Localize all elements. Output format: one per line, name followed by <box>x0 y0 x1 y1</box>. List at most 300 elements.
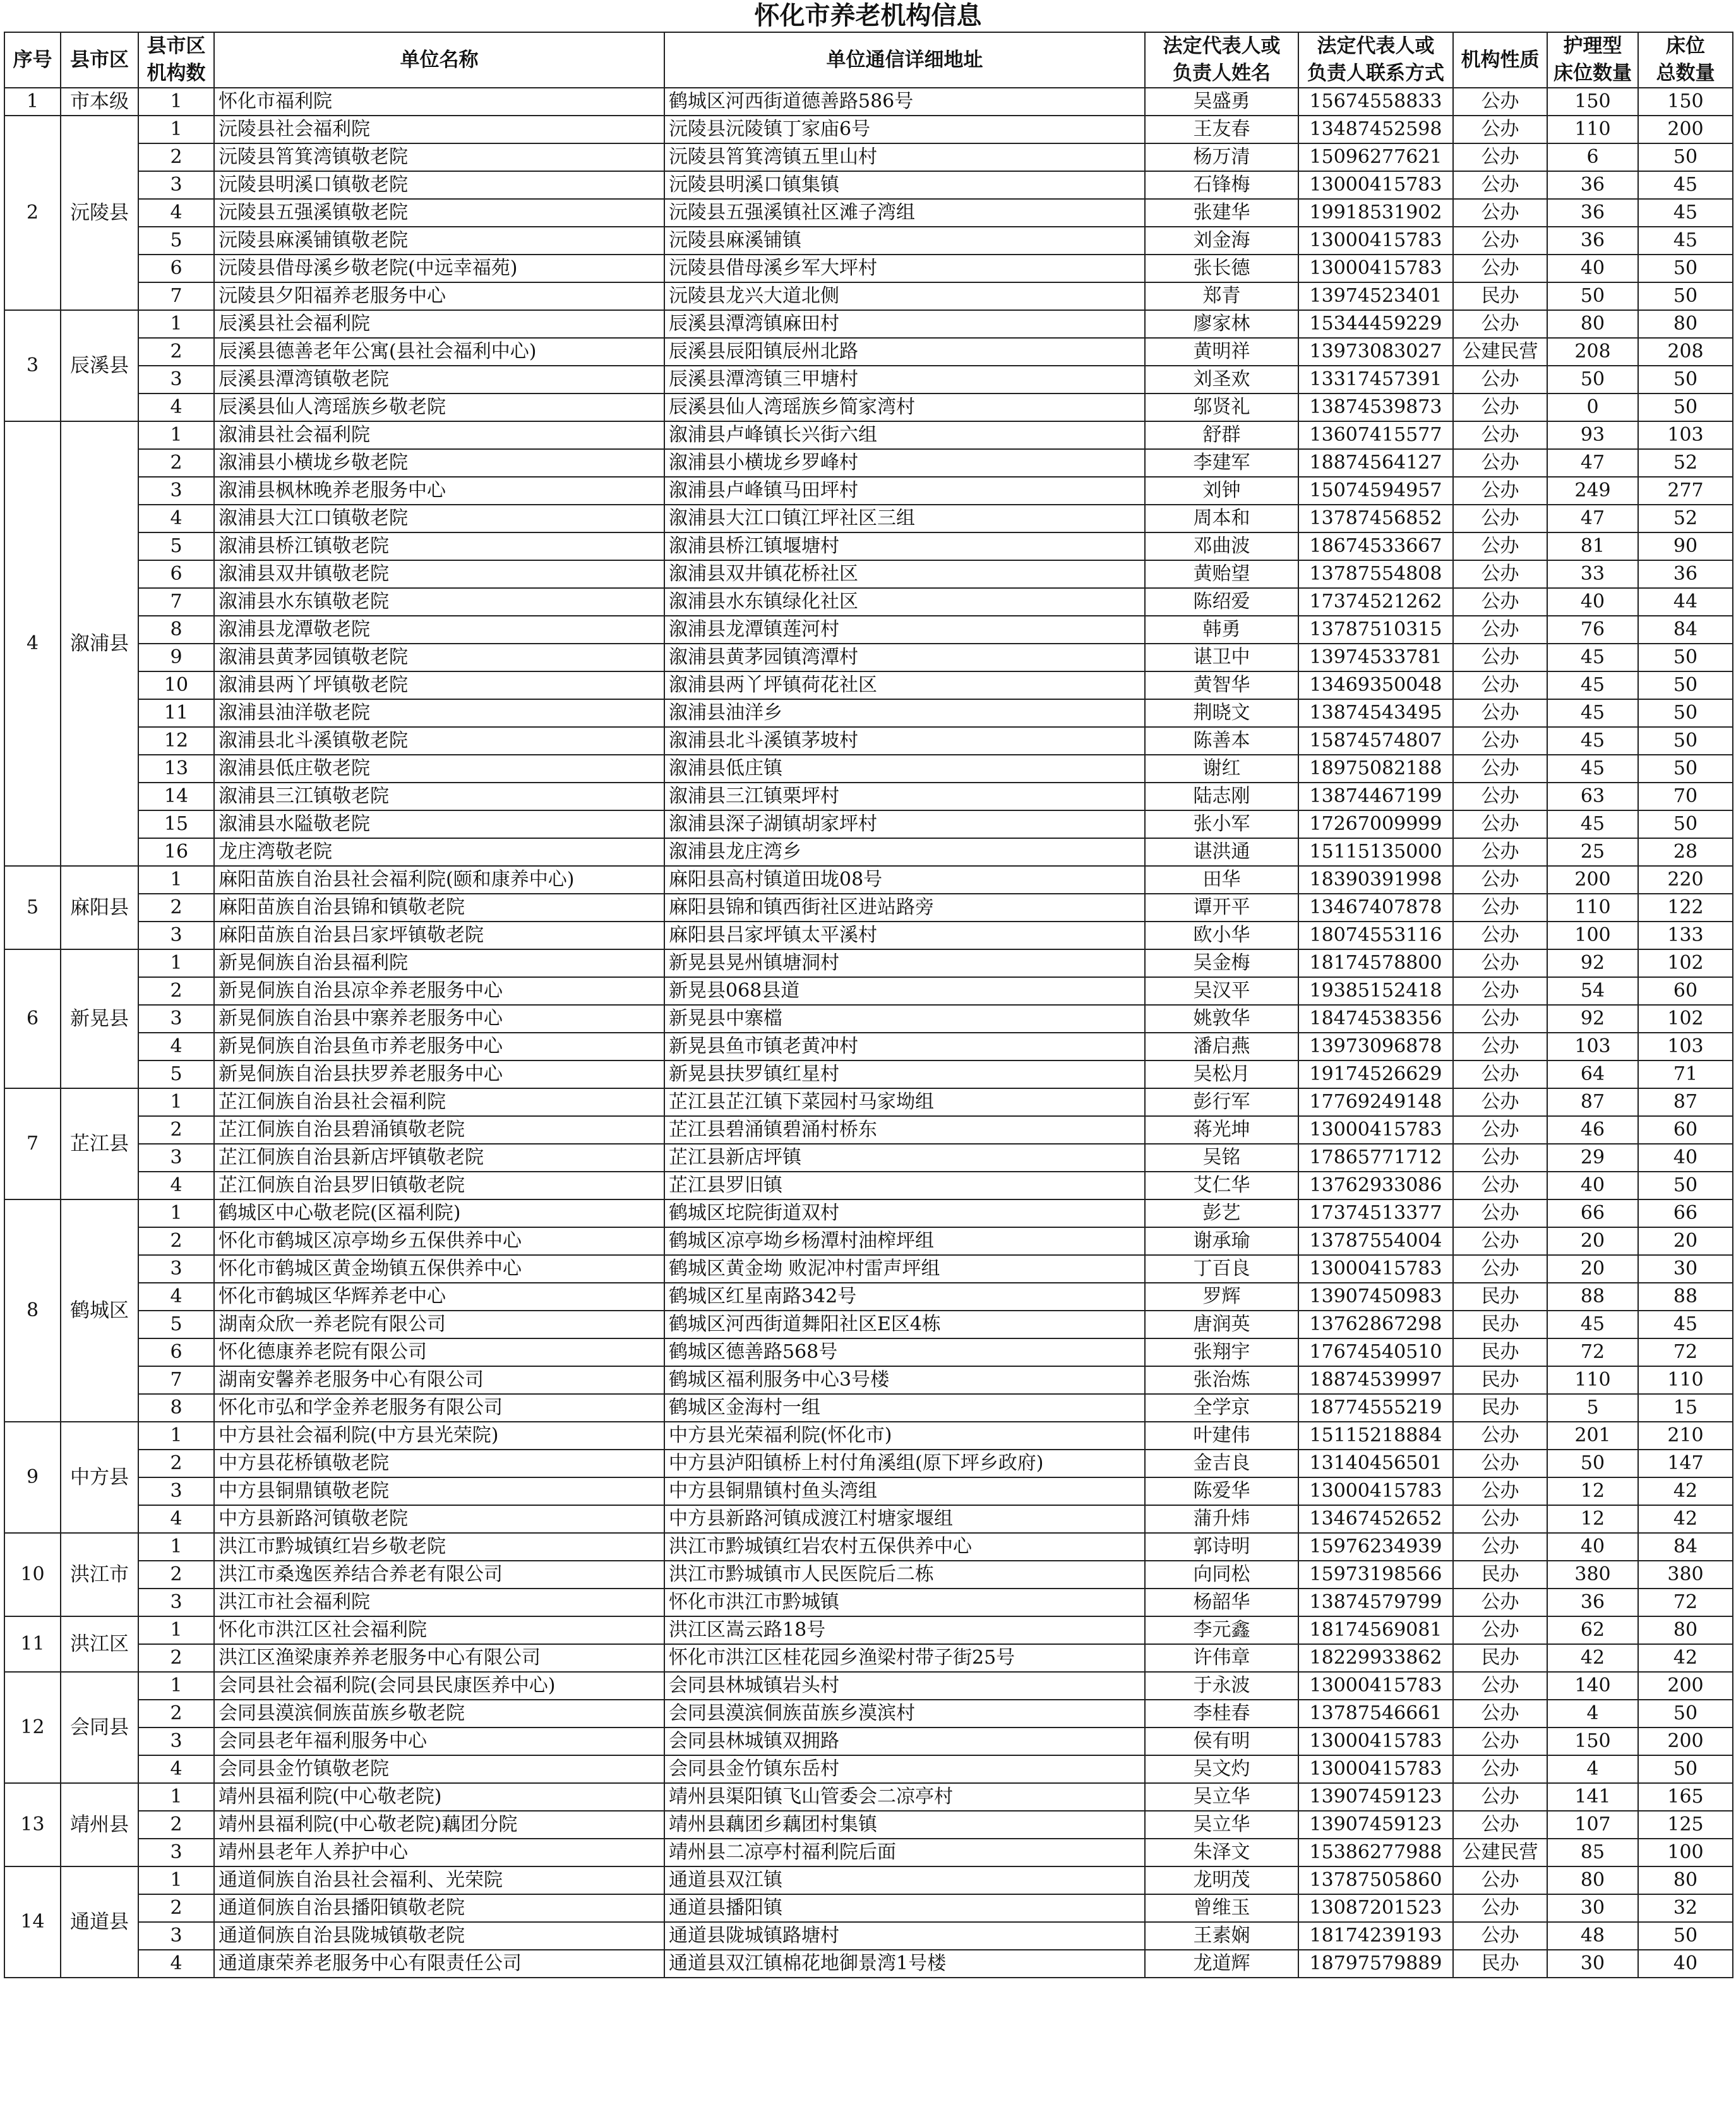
total-cell: 50 <box>1638 671 1733 699</box>
name-cell: 会同县漠滨侗族苗族乡敬老院 <box>214 1700 664 1727</box>
nature-cell: 公办 <box>1453 783 1547 810</box>
total-cell: 20 <box>1638 1227 1733 1255</box>
group-seq-cell: 5 <box>4 866 61 949</box>
total-cell: 90 <box>1638 532 1733 560</box>
name-cell: 怀化市弘和学金养老服务有限公司 <box>214 1394 664 1422</box>
nursing-cell: 80 <box>1547 310 1638 338</box>
table-row <box>4 866 1733 894</box>
nursing-cell: 110 <box>1547 116 1638 143</box>
nursing-cell: 103 <box>1547 1033 1638 1060</box>
idx-cell: 4 <box>138 1950 214 1978</box>
person-cell: 陆志刚 <box>1145 783 1298 810</box>
person-cell: 罗辉 <box>1145 1283 1298 1311</box>
nature-cell: 公办 <box>1453 755 1547 783</box>
table-row <box>4 1505 1733 1533</box>
person-cell: 廖家林 <box>1145 310 1298 338</box>
name-cell: 中方县铜鼎镇敬老院 <box>214 1477 664 1505</box>
table-row <box>4 1533 1733 1561</box>
phone-cell: 13317457391 <box>1298 366 1453 394</box>
idx-cell: 3 <box>138 1144 214 1172</box>
person-cell: 谢红 <box>1145 755 1298 783</box>
person-cell: 周本和 <box>1145 505 1298 532</box>
address-cell: 溆浦县深子湖镇胡家坪村 <box>664 810 1145 838</box>
name-cell: 辰溪县德善老年公寓(县社会福利中心) <box>214 338 664 366</box>
address-cell: 会同县金竹镇东岳村 <box>664 1755 1145 1783</box>
institution-table <box>4 32 1733 1978</box>
total-cell: 88 <box>1638 1283 1733 1311</box>
nature-cell: 民办 <box>1453 1561 1547 1589</box>
total-cell: 45 <box>1638 171 1733 199</box>
idx-cell: 6 <box>138 560 214 588</box>
table-row <box>4 1755 1733 1783</box>
total-cell: 147 <box>1638 1450 1733 1477</box>
idx-cell: 2 <box>138 1450 214 1477</box>
person-cell: 谌洪通 <box>1145 838 1298 866</box>
county-cell: 辰溪县 <box>61 310 138 421</box>
address-cell: 芷江县芷江镇下菜园村马家坳组 <box>664 1088 1145 1116</box>
county-cell: 芷江县 <box>61 1088 138 1199</box>
table-row <box>4 1839 1733 1866</box>
total-cell: 80 <box>1638 1616 1733 1644</box>
table-body <box>4 88 1733 1978</box>
phone-cell: 13874543495 <box>1298 699 1453 727</box>
name-cell: 芷江侗族自治县碧涌镇敬老院 <box>214 1116 664 1144</box>
name-cell: 沅陵县借母溪乡敬老院(中远幸福苑) <box>214 255 664 282</box>
total-cell: 125 <box>1638 1811 1733 1839</box>
table-row <box>4 1366 1733 1394</box>
idx-cell: 1 <box>138 88 214 116</box>
phone-cell: 13973096878 <box>1298 1033 1453 1060</box>
address-cell: 洪江市黔城镇市人民医院后二栋 <box>664 1561 1145 1589</box>
header-nursing: 护理型 床位数量 <box>1547 32 1638 88</box>
address-cell: 辰溪县仙人湾瑶族乡简家湾村 <box>664 394 1145 421</box>
address-cell: 溆浦县龙庄湾乡 <box>664 838 1145 866</box>
table-row <box>4 394 1733 421</box>
table-row <box>4 810 1733 838</box>
nursing-cell: 40 <box>1547 588 1638 616</box>
nursing-cell: 30 <box>1547 1950 1638 1978</box>
header-nature: 机构性质 <box>1453 32 1547 88</box>
idx-cell: 14 <box>138 783 214 810</box>
nature-cell: 公办 <box>1453 1894 1547 1922</box>
group-seq-cell: 8 <box>4 1199 61 1422</box>
address-cell: 鹤城区福利服务中心3号楼 <box>664 1366 1145 1394</box>
table-row <box>4 1616 1733 1644</box>
address-cell: 辰溪县潭湾镇三甲塘村 <box>664 366 1145 394</box>
address-cell: 中方县新路河镇成渡江村塘家堰组 <box>664 1505 1145 1533</box>
person-cell: 艾仁华 <box>1145 1172 1298 1199</box>
total-cell: 208 <box>1638 338 1733 366</box>
name-cell: 溆浦县水东镇敬老院 <box>214 588 664 616</box>
person-cell: 朱泽文 <box>1145 1839 1298 1866</box>
table-row <box>4 1783 1733 1811</box>
total-cell: 50 <box>1638 366 1733 394</box>
idx-cell: 3 <box>138 922 214 949</box>
name-cell: 沅陵县社会福利院 <box>214 116 664 143</box>
address-cell: 沅陵县五强溪镇社区滩子湾组 <box>664 199 1145 227</box>
nature-cell: 公办 <box>1453 1450 1547 1477</box>
group-seq-cell: 10 <box>4 1533 61 1616</box>
name-cell: 溆浦县低庄敬老院 <box>214 755 664 783</box>
table-row <box>4 755 1733 783</box>
idx-cell: 3 <box>138 1255 214 1283</box>
nature-cell: 公办 <box>1453 1727 1547 1755</box>
idx-cell: 6 <box>138 1338 214 1366</box>
name-cell: 中方县社会福利院(中方县光荣院) <box>214 1422 664 1450</box>
idx-cell: 2 <box>138 1894 214 1922</box>
group-seq-cell: 13 <box>4 1783 61 1866</box>
total-cell: 52 <box>1638 505 1733 532</box>
phone-cell: 17769249148 <box>1298 1088 1453 1116</box>
total-cell: 110 <box>1638 1366 1733 1394</box>
nature-cell: 公办 <box>1453 810 1547 838</box>
table-row <box>4 1561 1733 1589</box>
nursing-cell: 110 <box>1547 1366 1638 1394</box>
name-cell: 洪江区渔梁康养养老服务中心有限公司 <box>214 1644 664 1672</box>
total-cell: 45 <box>1638 1311 1733 1338</box>
nursing-cell: 40 <box>1547 1533 1638 1561</box>
table-row <box>4 838 1733 866</box>
phone-cell: 13874467199 <box>1298 783 1453 810</box>
address-cell: 麻阳县高村镇道田垅08号 <box>664 866 1145 894</box>
address-cell: 溆浦县双井镇花桥社区 <box>664 560 1145 588</box>
address-cell: 通道县播阳镇 <box>664 1894 1145 1922</box>
table-row <box>4 1727 1733 1755</box>
name-cell: 鹤城区中心敬老院(区福利院) <box>214 1199 664 1227</box>
nursing-cell: 54 <box>1547 977 1638 1005</box>
phone-cell: 13787505860 <box>1298 1866 1453 1894</box>
header-county: 县市区 <box>61 32 138 88</box>
person-cell: 张翔宇 <box>1145 1338 1298 1366</box>
table-row <box>4 477 1733 505</box>
person-cell: 丁百良 <box>1145 1255 1298 1283</box>
table-row <box>4 1255 1733 1283</box>
name-cell: 怀化市福利院 <box>214 88 664 116</box>
nature-cell: 公办 <box>1453 505 1547 532</box>
phone-cell: 13467407878 <box>1298 894 1453 922</box>
phone-cell: 13787546661 <box>1298 1700 1453 1727</box>
person-cell: 黄智华 <box>1145 671 1298 699</box>
person-cell: 张小军 <box>1145 810 1298 838</box>
total-cell: 50 <box>1638 255 1733 282</box>
phone-cell: 15344459229 <box>1298 310 1453 338</box>
address-cell: 新晃县068县道 <box>664 977 1145 1005</box>
person-cell: 刘钟 <box>1145 477 1298 505</box>
total-cell: 72 <box>1638 1589 1733 1616</box>
idx-cell: 4 <box>138 1505 214 1533</box>
nature-cell: 民办 <box>1453 1311 1547 1338</box>
address-cell: 中方县铜鼎镇村鱼头湾组 <box>664 1477 1145 1505</box>
nursing-cell: 87 <box>1547 1088 1638 1116</box>
nature-cell: 公办 <box>1453 1477 1547 1505</box>
idx-cell: 1 <box>138 1422 214 1450</box>
phone-cell: 15674558833 <box>1298 88 1453 116</box>
person-cell: 陈爱华 <box>1145 1477 1298 1505</box>
person-cell: 吴松月 <box>1145 1060 1298 1088</box>
person-cell: 唐润英 <box>1145 1311 1298 1338</box>
name-cell: 会同县老年福利服务中心 <box>214 1727 664 1755</box>
address-cell: 溆浦县小横垅乡罗峰村 <box>664 449 1145 477</box>
nature-cell: 民办 <box>1453 1366 1547 1394</box>
name-cell: 新晃侗族自治县鱼市养老服务中心 <box>214 1033 664 1060</box>
table-row <box>4 366 1733 394</box>
nature-cell: 公办 <box>1453 310 1547 338</box>
phone-cell: 15973198566 <box>1298 1561 1453 1589</box>
nursing-cell: 80 <box>1547 1866 1638 1894</box>
total-cell: 80 <box>1638 1866 1733 1894</box>
person-cell: 舒群 <box>1145 421 1298 449</box>
nursing-cell: 141 <box>1547 1783 1638 1811</box>
nature-cell: 公办 <box>1453 1060 1547 1088</box>
person-cell: 谢承瑜 <box>1145 1227 1298 1255</box>
nature-cell: 公办 <box>1453 227 1547 255</box>
page-title: 怀化市养老机构信息 <box>754 1 982 30</box>
nursing-cell: 50 <box>1547 366 1638 394</box>
total-cell: 84 <box>1638 1533 1733 1561</box>
person-cell: 黄明祥 <box>1145 338 1298 366</box>
table-row <box>4 560 1733 588</box>
total-cell: 50 <box>1638 755 1733 783</box>
total-cell: 45 <box>1638 227 1733 255</box>
person-cell: 蒲升炜 <box>1145 1505 1298 1533</box>
person-cell: 张建华 <box>1145 199 1298 227</box>
total-cell: 71 <box>1638 1060 1733 1088</box>
total-cell: 150 <box>1638 88 1733 116</box>
address-cell: 溆浦县两丫坪镇荷花社区 <box>664 671 1145 699</box>
name-cell: 麻阳苗族自治县锦和镇敬老院 <box>214 894 664 922</box>
nature-cell: 公办 <box>1453 449 1547 477</box>
nursing-cell: 107 <box>1547 1811 1638 1839</box>
table-row <box>4 505 1733 532</box>
person-cell: 于永波 <box>1145 1672 1298 1700</box>
total-cell: 36 <box>1638 560 1733 588</box>
nature-cell: 公办 <box>1453 88 1547 116</box>
county-cell: 靖州县 <box>61 1783 138 1866</box>
total-cell: 42 <box>1638 1505 1733 1533</box>
name-cell: 沅陵县夕阳福养老服务中心 <box>214 282 664 310</box>
nursing-cell: 92 <box>1547 1005 1638 1033</box>
nursing-cell: 45 <box>1547 755 1638 783</box>
name-cell: 溆浦县龙潭敬老院 <box>214 616 664 644</box>
nature-cell: 公办 <box>1453 894 1547 922</box>
idx-cell: 2 <box>138 977 214 1005</box>
nature-cell: 公办 <box>1453 1783 1547 1811</box>
table-row <box>4 1227 1733 1255</box>
total-cell: 44 <box>1638 588 1733 616</box>
total-cell: 50 <box>1638 1922 1733 1950</box>
name-cell: 洪江市桑逸医养结合养老有限公司 <box>214 1561 664 1589</box>
county-cell: 溆浦县 <box>61 421 138 866</box>
phone-cell: 15386277988 <box>1298 1839 1453 1866</box>
idx-cell: 1 <box>138 310 214 338</box>
person-cell: 石锋梅 <box>1145 171 1298 199</box>
nursing-cell: 33 <box>1547 560 1638 588</box>
phone-cell: 13140456501 <box>1298 1450 1453 1477</box>
person-cell: 邬贤礼 <box>1145 394 1298 421</box>
address-cell: 新晃县鱼市镇老黄冲村 <box>664 1033 1145 1060</box>
person-cell: 荆晓文 <box>1145 699 1298 727</box>
person-cell: 黄贻望 <box>1145 560 1298 588</box>
table-row <box>4 1033 1733 1060</box>
total-cell: 50 <box>1638 1755 1733 1783</box>
person-cell: 蒋光坤 <box>1145 1116 1298 1144</box>
idx-cell: 2 <box>138 894 214 922</box>
table-row <box>4 644 1733 671</box>
nature-cell: 公建民营 <box>1453 1839 1547 1866</box>
phone-cell: 13787554004 <box>1298 1227 1453 1255</box>
address-cell: 通道县双江镇棉花地御景湾1号楼 <box>664 1950 1145 1978</box>
group-seq-cell: 3 <box>4 310 61 421</box>
person-cell: 邓曲波 <box>1145 532 1298 560</box>
nature-cell: 公办 <box>1453 977 1547 1005</box>
person-cell: 张治炼 <box>1145 1366 1298 1394</box>
address-cell: 新晃县扶罗镇红星村 <box>664 1060 1145 1088</box>
address-cell: 通道县双江镇 <box>664 1866 1145 1894</box>
phone-cell: 19174526629 <box>1298 1060 1453 1088</box>
idx-cell: 4 <box>138 394 214 421</box>
name-cell: 溆浦县两丫坪镇敬老院 <box>214 671 664 699</box>
nature-cell: 公办 <box>1453 255 1547 282</box>
total-cell: 50 <box>1638 810 1733 838</box>
total-cell: 210 <box>1638 1422 1733 1450</box>
idx-cell: 5 <box>138 1311 214 1338</box>
address-cell: 鹤城区金海村一组 <box>664 1394 1145 1422</box>
person-cell: 李建军 <box>1145 449 1298 477</box>
total-cell: 277 <box>1638 477 1733 505</box>
nursing-cell: 85 <box>1547 1839 1638 1866</box>
nursing-cell: 140 <box>1547 1672 1638 1700</box>
nursing-cell: 48 <box>1547 1922 1638 1950</box>
nature-cell: 民办 <box>1453 1950 1547 1978</box>
group-seq-cell: 11 <box>4 1616 61 1672</box>
address-cell: 会同县林城镇双拥路 <box>664 1727 1145 1755</box>
phone-cell: 15115135000 <box>1298 838 1453 866</box>
name-cell: 怀化市洪江区社会福利院 <box>214 1616 664 1644</box>
table-row <box>4 227 1733 255</box>
phone-cell: 13762867298 <box>1298 1311 1453 1338</box>
nursing-cell: 150 <box>1547 1727 1638 1755</box>
name-cell: 通道侗族自治县播阳镇敬老院 <box>214 1894 664 1922</box>
nursing-cell: 25 <box>1547 838 1638 866</box>
nature-cell: 民办 <box>1453 1644 1547 1672</box>
person-cell: 彭艺 <box>1145 1199 1298 1227</box>
person-cell: 向同松 <box>1145 1561 1298 1589</box>
header-person: 法定代表人或 负责人姓名 <box>1145 32 1298 88</box>
person-cell: 郭诗明 <box>1145 1533 1298 1561</box>
nature-cell: 公办 <box>1453 421 1547 449</box>
group-seq-cell: 12 <box>4 1672 61 1783</box>
address-cell: 中方县光荣福利院(怀化市) <box>664 1422 1145 1450</box>
name-cell: 沅陵县筲箕湾镇敬老院 <box>214 143 664 171</box>
name-cell: 沅陵县麻溪铺镇敬老院 <box>214 227 664 255</box>
nature-cell: 公办 <box>1453 1672 1547 1700</box>
nursing-cell: 76 <box>1547 616 1638 644</box>
phone-cell: 15074594957 <box>1298 477 1453 505</box>
nature-cell: 公办 <box>1453 1227 1547 1255</box>
idx-cell: 3 <box>138 1477 214 1505</box>
phone-cell: 13000415783 <box>1298 1672 1453 1700</box>
total-cell: 66 <box>1638 1199 1733 1227</box>
person-cell: 吴立华 <box>1145 1783 1298 1811</box>
name-cell: 麻阳苗族自治县社会福利院(颐和康养中心) <box>214 866 664 894</box>
idx-cell: 10 <box>138 671 214 699</box>
county-cell: 会同县 <box>61 1672 138 1783</box>
nature-cell: 公办 <box>1453 699 1547 727</box>
phone-cell: 18074553116 <box>1298 922 1453 949</box>
phone-cell: 18674533667 <box>1298 532 1453 560</box>
person-cell: 龙明茂 <box>1145 1866 1298 1894</box>
name-cell: 湖南安馨养老服务中心有限公司 <box>214 1366 664 1394</box>
name-cell: 溆浦县油洋敬老院 <box>214 699 664 727</box>
county-cell: 洪江区 <box>61 1616 138 1672</box>
phone-cell: 15976234939 <box>1298 1533 1453 1561</box>
total-cell: 32 <box>1638 1894 1733 1922</box>
nature-cell: 公办 <box>1453 532 1547 560</box>
name-cell: 湖南众欣一养老院有限公司 <box>214 1311 664 1338</box>
phone-cell: 18229933862 <box>1298 1644 1453 1672</box>
phone-cell: 18874539997 <box>1298 1366 1453 1394</box>
name-cell: 沅陵县明溪口镇敬老院 <box>214 171 664 199</box>
address-cell: 辰溪县潭湾镇麻田村 <box>664 310 1145 338</box>
table-row <box>4 1450 1733 1477</box>
total-cell: 100 <box>1638 1839 1733 1866</box>
nursing-cell: 64 <box>1547 1060 1638 1088</box>
idx-cell: 3 <box>138 477 214 505</box>
nature-cell: 公办 <box>1453 394 1547 421</box>
header-name: 单位名称 <box>214 32 664 88</box>
name-cell: 溆浦县双井镇敬老院 <box>214 560 664 588</box>
idx-cell: 2 <box>138 1561 214 1589</box>
nature-cell: 民办 <box>1453 1394 1547 1422</box>
table-row <box>4 1311 1733 1338</box>
table-row <box>4 421 1733 449</box>
table-row <box>4 949 1733 977</box>
phone-cell: 18174569081 <box>1298 1616 1453 1644</box>
nature-cell: 公办 <box>1453 1533 1547 1561</box>
phone-cell: 13874539873 <box>1298 394 1453 421</box>
nature-cell: 公办 <box>1453 477 1547 505</box>
address-cell: 溆浦县水东镇绿化社区 <box>664 588 1145 616</box>
total-cell: 133 <box>1638 922 1733 949</box>
address-cell: 洪江市黔城镇红岩农村五保供养中心 <box>664 1533 1145 1561</box>
table-row <box>4 1922 1733 1950</box>
phone-cell: 15874574807 <box>1298 727 1453 755</box>
county-cell: 洪江市 <box>61 1533 138 1616</box>
nature-cell: 公办 <box>1453 727 1547 755</box>
idx-cell: 7 <box>138 282 214 310</box>
phone-cell: 15115218884 <box>1298 1422 1453 1450</box>
table-row <box>4 1338 1733 1366</box>
nursing-cell: 45 <box>1547 727 1638 755</box>
phone-cell: 17267009999 <box>1298 810 1453 838</box>
table-row <box>4 616 1733 644</box>
idx-cell: 4 <box>138 1033 214 1060</box>
table-row <box>4 310 1733 338</box>
total-cell: 50 <box>1638 727 1733 755</box>
nature-cell: 公办 <box>1453 922 1547 949</box>
total-cell: 50 <box>1638 699 1733 727</box>
nursing-cell: 45 <box>1547 644 1638 671</box>
phone-cell: 13467452652 <box>1298 1505 1453 1533</box>
nature-cell: 公办 <box>1453 1922 1547 1950</box>
name-cell: 龙庄湾敬老院 <box>214 838 664 866</box>
idx-cell: 4 <box>138 505 214 532</box>
address-cell: 芷江县罗旧镇 <box>664 1172 1145 1199</box>
nature-cell: 公办 <box>1453 116 1547 143</box>
nature-cell: 公办 <box>1453 1116 1547 1144</box>
name-cell: 靖州县福利院(中心敬老院) <box>214 1783 664 1811</box>
person-cell: 刘金海 <box>1145 227 1298 255</box>
